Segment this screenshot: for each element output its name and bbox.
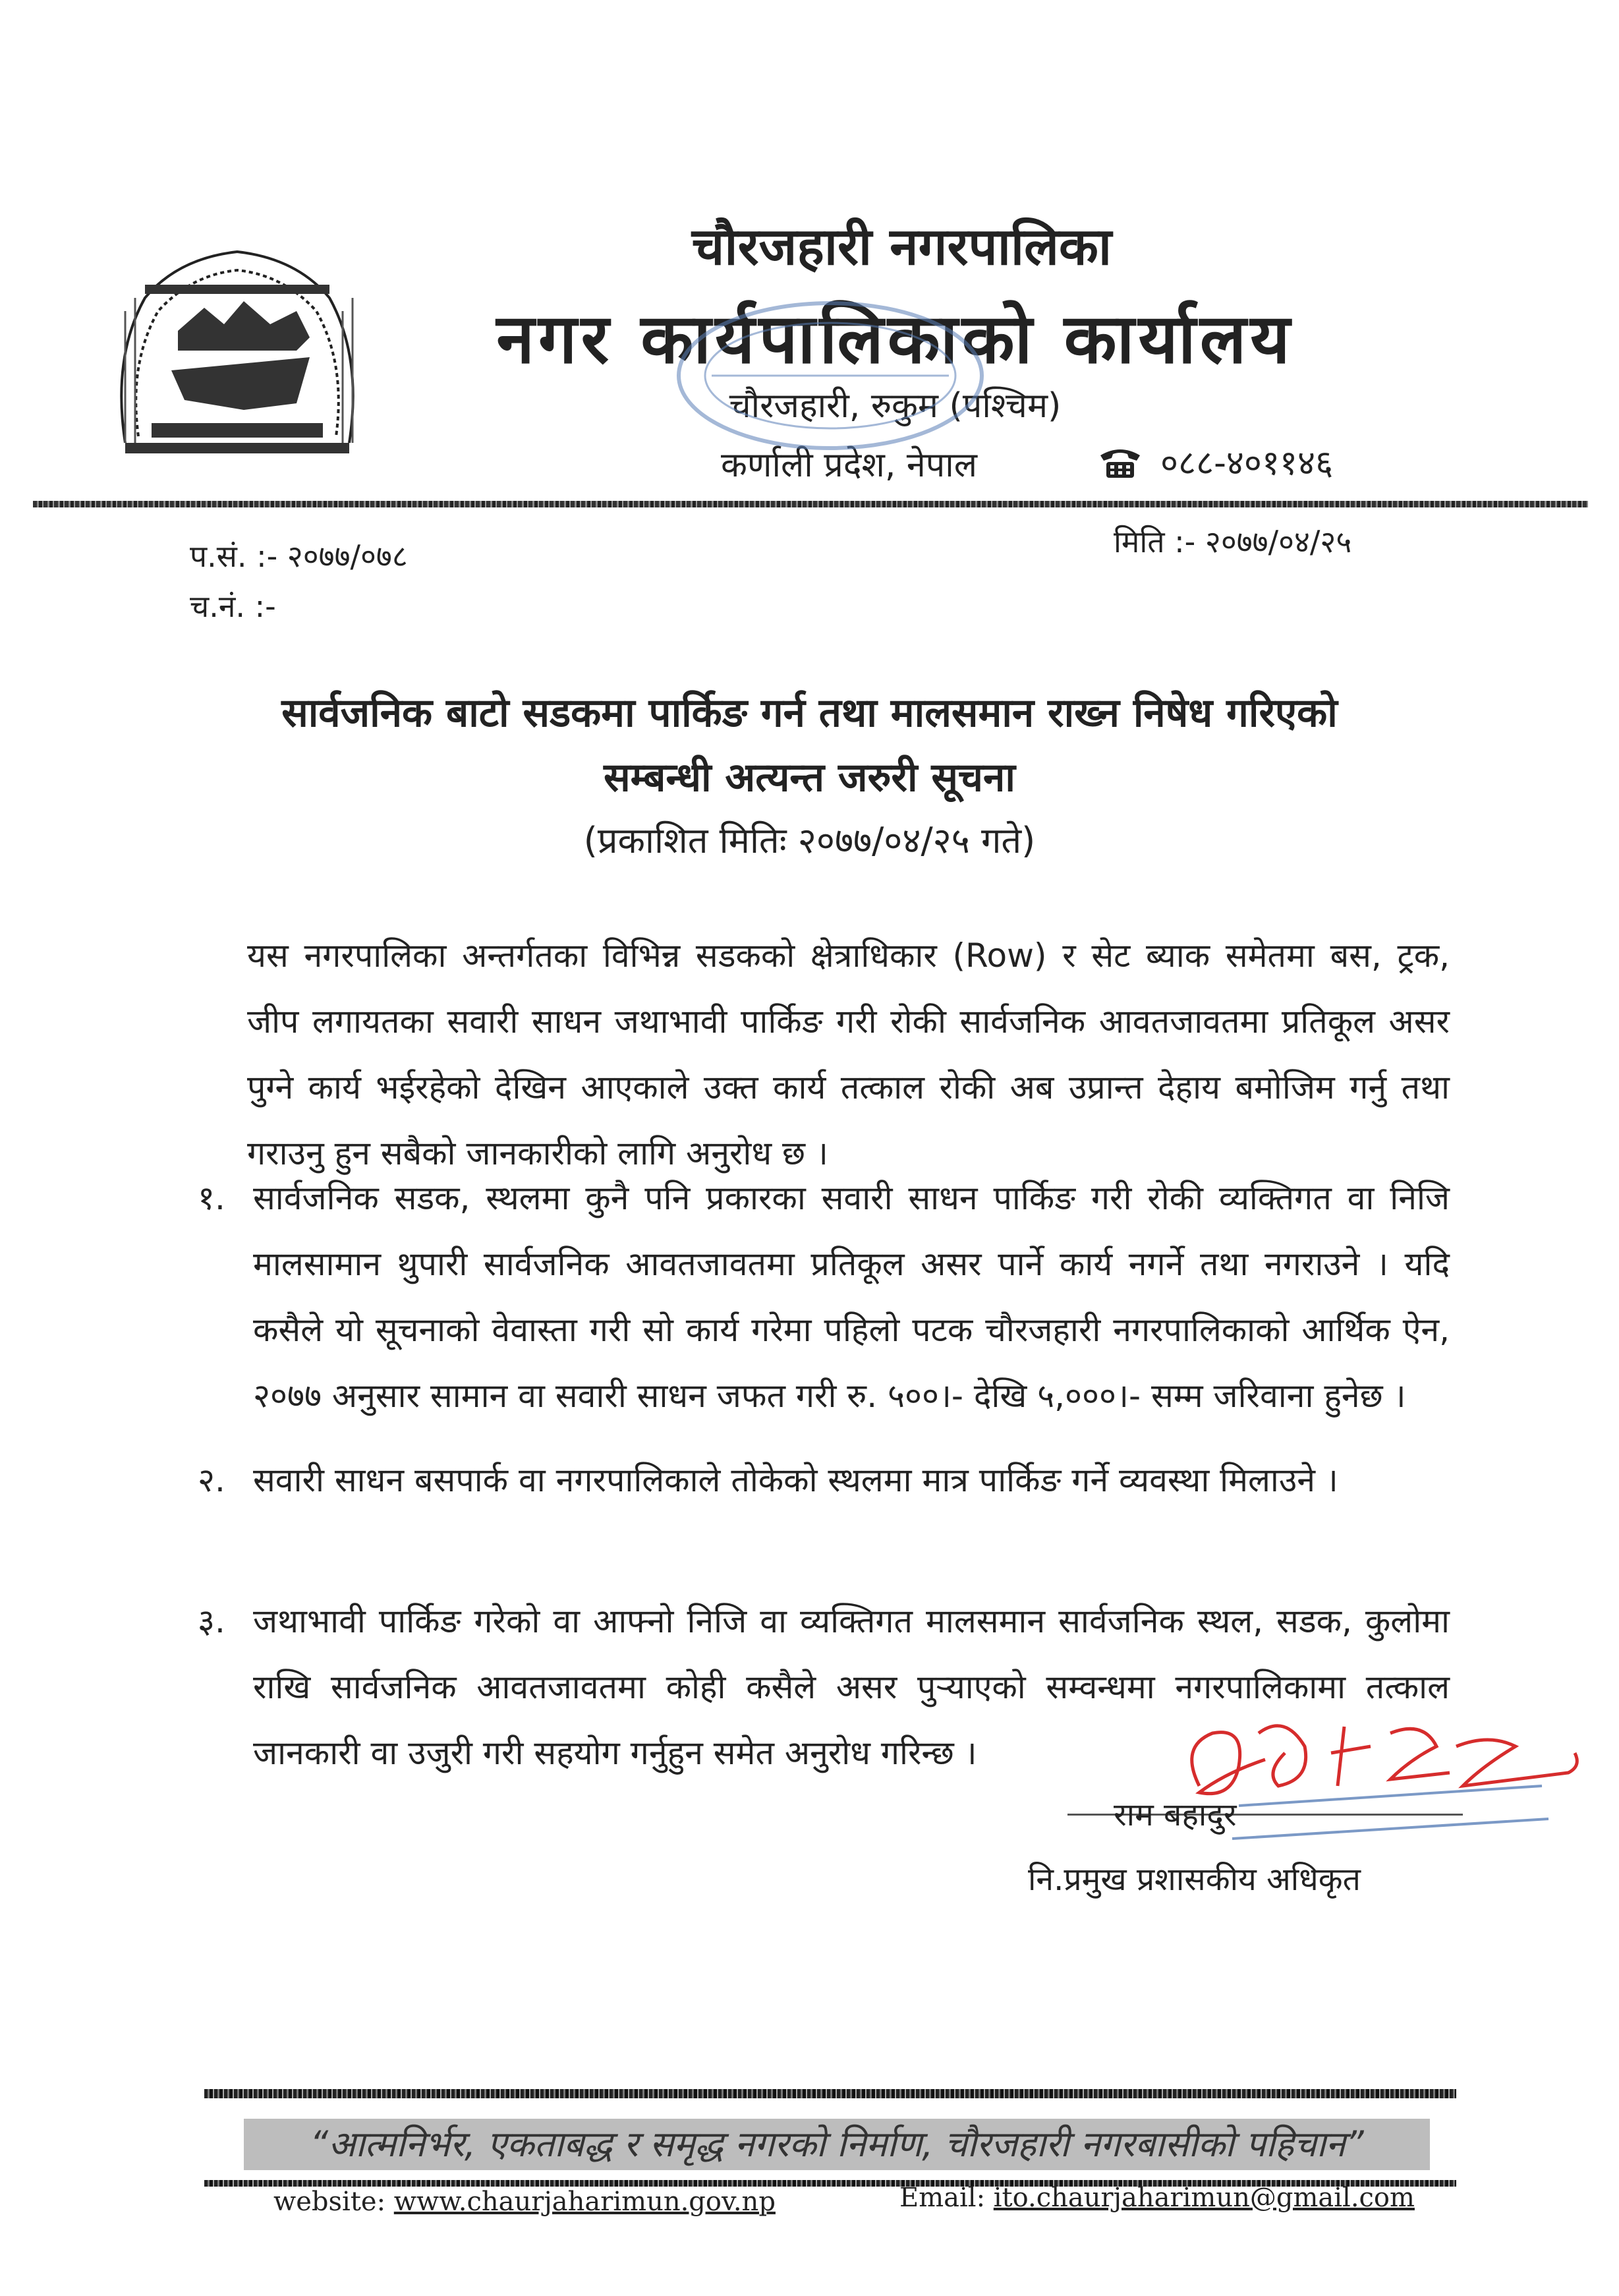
notice-title-line-2: सम्बन्धी अत्यन्त जरुरी सूचना bbox=[604, 755, 1015, 801]
item-number: २. bbox=[198, 1461, 225, 1499]
footer-email bbox=[899, 2183, 1415, 2213]
office-stamp-icon bbox=[659, 290, 1002, 461]
notice-item bbox=[198, 1165, 1450, 1429]
dispatch-number: च.नं. :- bbox=[190, 588, 276, 624]
item-number: ३. bbox=[198, 1602, 225, 1640]
office-address: चौरजहारी, रुकुम (पश्चिम) bbox=[729, 386, 1062, 426]
notice-intro-paragraph: यस नगरपालिका अन्तर्गतका विभिन्न सडकको क्षेत्राधिकार (Row) र सेट ब्याक समेतमा बस, ट्रक, जीप लगायतका सवारी साधन जथाभावी पार्किङ गरी रोकी सार्वजनिक आवतजावतमा प्रतिकूल असर पुग्ने कार्य भईरहेको देखिन आएकाले उक्त कार्य तत्काल रोकी अब उप्रान्त देहाय बमोजिम गर्नु तथा गराउनु हुन सबैको जानकारीको लागि अनुरोध छ । bbox=[247, 936, 1450, 1172]
item-number: १. bbox=[198, 1179, 225, 1217]
telephone-icon bbox=[1097, 444, 1143, 480]
municipality-name: चौरजहारी नगरपालिका bbox=[691, 217, 1112, 277]
letter-date: मिति :- २०७७/०४/२५ bbox=[1114, 524, 1352, 560]
item-text: सार्वजनिक सडक, स्थलमा कुनै पनि प्रकारका सवारी साधन पार्किङ गरी रोकी व्यक्तिगत वा निजि मालसामान थुपारी सार्वजनिक आवतजावतमा प्रतिकूल असर पार्ने कार्य नगर्ने तथा नगराउने । यदि कसैले यो सूचनाको वेवास्ता गरी सो कार्य गरेमा पहिलो पटक चौरजहारी नगरपालिकाको आर्थिक ऐन, २०७७ अनुसार सामान वा सवारी साधन जफत गरी रु. ५००।- देखि ५,०००।- सम्म जरिवाना हुनेछ । bbox=[253, 1179, 1450, 1415]
email-label: Email: bbox=[899, 2183, 986, 2213]
reference-number: प.सं. :- २०७७/०७८ bbox=[190, 538, 408, 574]
email-link[interactable]: ito.chaurjaharimun@gmail.com bbox=[993, 2183, 1415, 2213]
footer-website bbox=[273, 2187, 776, 2217]
signatory-title: नि.प्रमुख प्रशासकीय अधिकृत bbox=[1028, 1861, 1361, 1898]
website-link[interactable]: www.chaurjaharimun.gov.np bbox=[393, 2187, 776, 2217]
published-date: (प्रकाशित मितिः २०७७/०४/२५ गते) bbox=[583, 820, 1036, 861]
item-text: जथाभावी पार्किङ गरेको वा आफ्नो निजि वा व्यक्तिगत मालसमान सार्वजनिक स्थल, सडक, कुलोमा राखि सार्वजनिक आवतजावतमा कोही कसैले असर पुऱ्याएको सम्वन्धमा नगरपालिकामा तत्काल जानकारी वा उजुरी गरी सहयोग गर्नुहुन समेत अनुरोध गरिन्छ । bbox=[253, 1602, 1450, 1772]
website-label: website: bbox=[273, 2187, 386, 2217]
phone-number: ०८८-४०११४६ bbox=[1160, 444, 1334, 483]
item-text: सवारी साधन बसपार्क वा नगरपालिकाले तोकेको स्थलमा मात्र पार्किङ गर्ने व्यवस्था मिलाउने । bbox=[253, 1461, 1338, 1499]
handwritten-signature-icon bbox=[1173, 1707, 1588, 1858]
footer-divider-top bbox=[204, 2089, 1456, 2098]
letterhead-divider bbox=[33, 501, 1588, 507]
footer-motto: “आत्मनिर्भर, एकताबद्ध र समृद्ध नगरको निर्माण, चौरजहारी नगरबासीको पहिचान” bbox=[244, 2119, 1430, 2170]
notice-title-line-1: सार्वजनिक बाटो सडकमा पार्किङ गर्न तथा मालसमान राख्न निषेध गरिएको bbox=[281, 690, 1338, 736]
office-province: कर्णाली प्रदेश, नेपाल bbox=[721, 445, 977, 485]
notice-item bbox=[198, 1447, 1450, 1513]
office-phone bbox=[1097, 438, 1333, 485]
office-name: नगर कार्यपालिकाको कार्यालय bbox=[496, 299, 1294, 379]
signatory-name: राम बहादुर bbox=[1114, 1796, 1237, 1833]
